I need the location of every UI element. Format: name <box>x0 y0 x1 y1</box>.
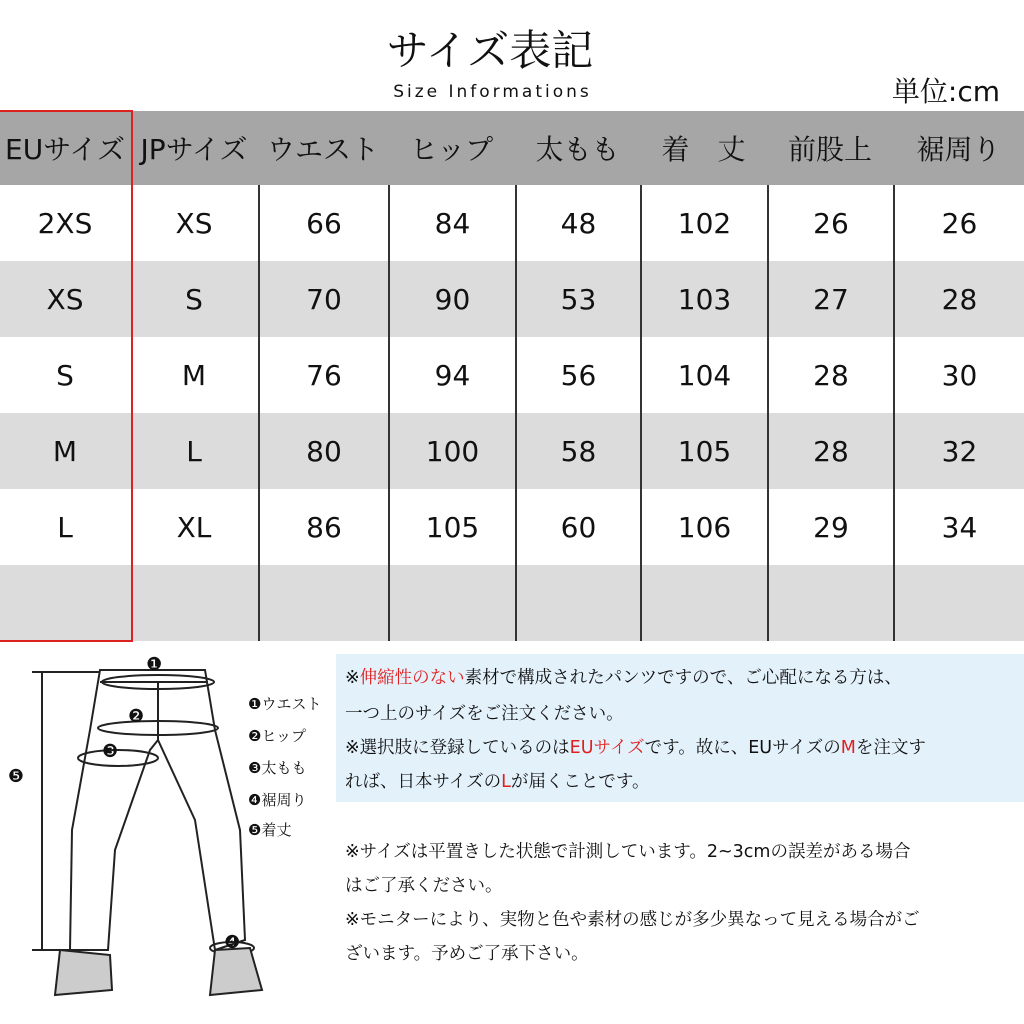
legend-hem: ❹裾周り <box>248 791 307 809</box>
legend-thigh: ❸太もも <box>248 759 307 777</box>
table-cell: 2XS <box>37 206 93 240</box>
table-row <box>0 489 1024 565</box>
page-subtitle: Size Informations <box>393 82 592 102</box>
table-cell: 66 <box>258 185 388 261</box>
table-cell: 86 <box>258 489 388 565</box>
table-cell: 26 <box>767 185 893 261</box>
note-line-8: ざいます。予めご了承下さい。 <box>345 944 589 964</box>
note-line-1: ※伸縮性のない素材で構成されたパンツですので、ご心配になる方は、 <box>345 668 902 688</box>
column-header: 着 丈 <box>661 133 746 166</box>
column-header: 太もも <box>535 133 620 166</box>
unit-label: 単位:cm <box>891 75 1000 108</box>
table-cell: XL <box>176 510 212 544</box>
table-cell: 94 <box>388 337 515 413</box>
table-cell: 70 <box>258 261 388 337</box>
legend-waist: ❶ウエスト <box>248 695 322 713</box>
table-cell: 29 <box>767 489 893 565</box>
marker-3: ❸ <box>102 741 119 762</box>
table-cell: 34 <box>893 489 1024 565</box>
table-cell: 76 <box>258 337 388 413</box>
table-cell: 48 <box>515 185 640 261</box>
table-cell: 84 <box>388 185 515 261</box>
legend-hip: ❷ヒップ <box>248 727 306 745</box>
note-line-6: はご了承ください。 <box>345 876 503 896</box>
marker-2: ❷ <box>128 706 145 727</box>
table-row <box>0 565 1024 641</box>
table-cell <box>640 565 767 641</box>
marker-1: ❶ <box>146 654 163 675</box>
table-cell: 102 <box>640 185 767 261</box>
marker-4: ❹ <box>224 932 241 953</box>
table-cell: 90 <box>388 261 515 337</box>
table-row <box>0 337 1024 413</box>
column-header: JPサイズ <box>140 133 248 166</box>
marker-5: ❺ <box>8 766 25 787</box>
table-cell <box>258 565 388 641</box>
table-cell: 56 <box>515 337 640 413</box>
column-header: ヒップ <box>409 133 494 166</box>
table-cell: 32 <box>893 413 1024 489</box>
legend-length: ❺着丈 <box>248 821 292 839</box>
table-cell: 28 <box>767 337 893 413</box>
note-line-5: ※サイズは平置きした状態で計測しています。2~3cmの誤差がある場合 <box>345 842 911 862</box>
table-cell <box>515 565 640 641</box>
table-row <box>0 261 1024 337</box>
note-line-2: 一つ上のサイズをご注文ください。 <box>345 704 624 724</box>
table-header-row <box>0 111 1024 185</box>
table-cell: L <box>57 510 73 544</box>
table-cell: M <box>52 434 78 468</box>
note-line-7: ※モニターにより、実物と色や素材の感じが多少異なって見える場合がご <box>345 910 920 930</box>
table-cell: 104 <box>640 337 767 413</box>
eu-size-highlight <box>0 110 133 642</box>
table-cell: M <box>181 358 207 392</box>
table-cell: 105 <box>388 489 515 565</box>
table-cell: 28 <box>767 413 893 489</box>
table-cell: L <box>186 434 202 468</box>
note-line-3: ※選択肢に登録しているのはEUサイズです。故に、EUサイズのMを注文す <box>345 738 926 758</box>
table-cell: 103 <box>640 261 767 337</box>
table-cell: 30 <box>893 337 1024 413</box>
size-table <box>0 111 1024 641</box>
table-cell: 106 <box>640 489 767 565</box>
table-cell: XS <box>175 206 213 240</box>
column-header: ウエスト <box>266 133 379 166</box>
table-row <box>0 413 1024 489</box>
table-cell: 105 <box>640 413 767 489</box>
table-cell: 80 <box>258 413 388 489</box>
table-cell: 58 <box>515 413 640 489</box>
table-cell <box>767 565 893 641</box>
table-cell: 27 <box>767 261 893 337</box>
table-cell <box>130 565 258 641</box>
table-cell: XS <box>46 282 84 316</box>
column-header: EUサイズ <box>5 133 125 166</box>
page-title: サイズ表記 <box>386 26 594 75</box>
table-cell <box>388 565 515 641</box>
table-cell: 53 <box>515 261 640 337</box>
table-cell <box>893 565 1024 641</box>
table-cell: 28 <box>893 261 1024 337</box>
table-cell: 60 <box>515 489 640 565</box>
table-cell: 100 <box>388 413 515 489</box>
table-row <box>0 185 1024 261</box>
column-header: 裾周り <box>916 133 1001 166</box>
table-cell: S <box>185 282 203 316</box>
table-cell: S <box>56 358 74 392</box>
column-header: 前股上 <box>787 133 872 166</box>
note-line-4: れば、日本サイズのLが届くことです。 <box>345 772 650 792</box>
table-cell: 26 <box>893 185 1024 261</box>
